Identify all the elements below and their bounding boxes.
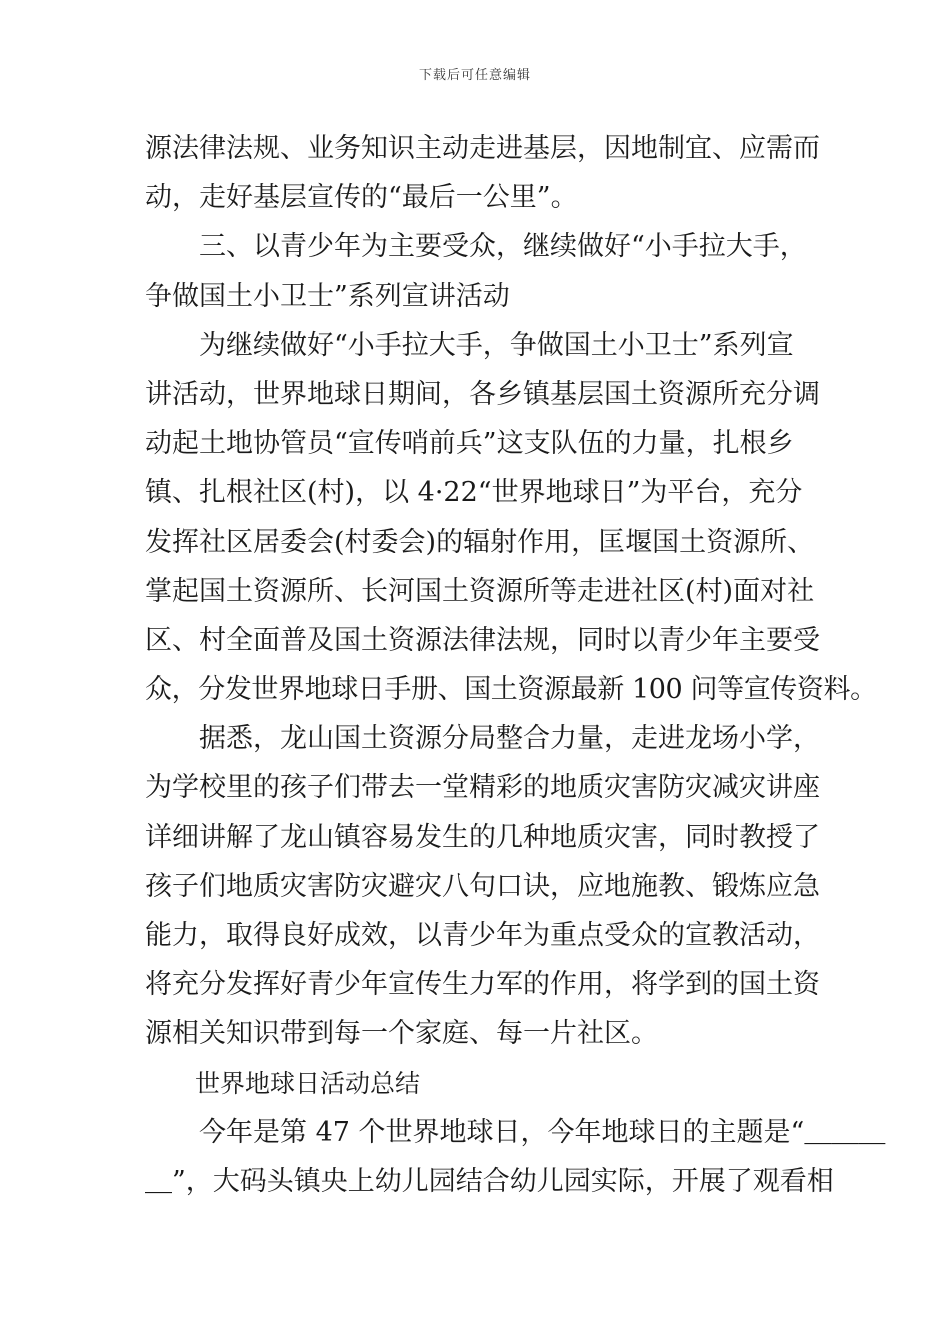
text-line: 孩子们地质灾害防灾避灾八句口诀，应地施教、锻炼应急 [145, 870, 820, 902]
document-body [145, 124, 886, 1206]
text-line: 发挥社区居委会(村委会)的辐射作用，匡堰国土资源所、 [145, 526, 815, 558]
text-line: 讲活动，世界地球日期间，各乡镇基层国土资源所充分调 [145, 378, 820, 410]
text-line: 为学校里的孩子们带去一堂精彩的地质灾害防灾减灾讲座 [145, 772, 820, 804]
text-line: 今年是第 47 个世界地球日，今年地球日的主题是“＿＿＿ [145, 1116, 886, 1148]
text-line: 详细讲解了龙山镇容易发生的几种地质灾害，同时教授了 [145, 821, 820, 853]
text-line: 据悉，龙山国土资源分局整合力量，走进龙场小学， [145, 723, 820, 755]
text-line: 动起土地协管员“宣传哨前兵”这支队伍的力量，扎根乡 [145, 428, 794, 460]
page-header-note: 下载后可任意编辑 [418, 68, 531, 83]
text-line: 众，分发世界地球日手册、国土资源最新 100 问等宣传资料。 [145, 674, 877, 706]
section-heading-line: 三、以青少年为主要受众，继续做好“小手拉大手， [145, 231, 807, 263]
text-line: 源法律法规、业务知识主动走进基层，因地制宜、应需而 [145, 133, 820, 164]
text-line: 区、村全面普及国土资源法律法规，同时以青少年主要受 [145, 624, 820, 656]
text-line: 源相关知识带到每一个家庭、每一片社区。 [145, 1018, 658, 1050]
text-line: 掌起国土资源所、长河国土资源所等走进社区(村)面对社 [145, 575, 815, 607]
text-line: 镇、扎根社区(村)，以 4·22“世界地球日”为平台，充分 [145, 477, 803, 509]
text-line: 将充分发挥好青少年宣传生力军的作用，将学到的国土资 [145, 969, 820, 1001]
subtitle-line: 世界地球日活动总结 [145, 1068, 421, 1098]
text-line: ＿”，大码头镇央上幼儿园结合幼儿园实际，开展了观看相 [145, 1165, 834, 1197]
section-heading-line: 争做国土小卫士”系列宣讲活动 [145, 280, 510, 312]
text-line: 动，走好基层宣传的“最后一公里”。 [145, 182, 578, 214]
text-line: 为继续做好“小手拉大手，争做国土小卫士”系列宣 [145, 329, 794, 361]
text-line: 能力，取得良好成效，以青少年为重点受众的宣教活动， [145, 920, 820, 951]
